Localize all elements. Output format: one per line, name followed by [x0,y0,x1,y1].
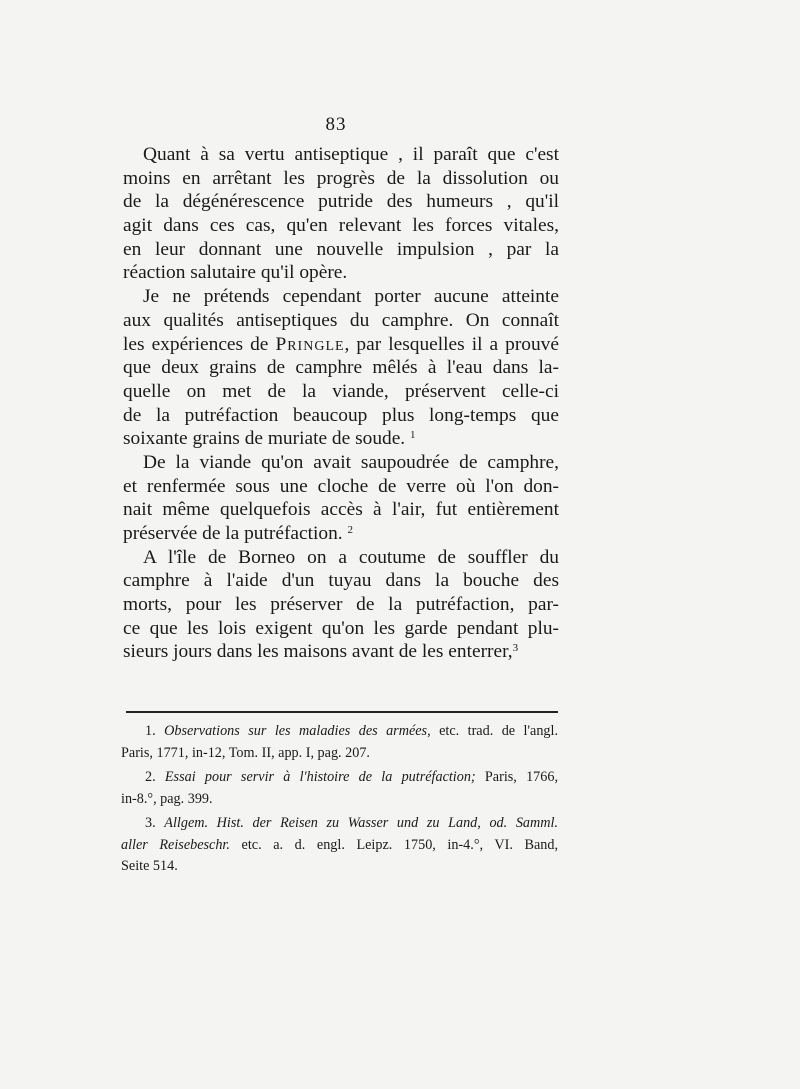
text-line: moins en arrêtant les progrès de la dissolution ou [123,167,559,189]
body-text [123,143,559,664]
text-line: en leur donnant une nouvelle impulsion , par la [123,238,559,260]
footnote-line: in-8.°, pag. 399. [121,790,213,807]
footnote [121,813,558,878]
footnote-line: Seite 514. [121,858,178,874]
text-line: que deux grains de camphre mêlés à l'eau dans la- [123,357,559,379]
text-line: sieurs jours dans les maisons avant de les enterrer,$^3$ [123,641,519,663]
text-line: aux qualités antiseptiques du camphre. On connaît [123,309,559,331]
author-name: Pringle [275,333,345,355]
text-line: Quant à sa vertu antiseptique , il paraît que c'est [143,144,559,165]
text-line: Je ne prétends cependant porter aucune atteinte [143,286,559,308]
text-line: préservée de la putréfaction. $^2$ [123,523,353,544]
footnote-line: 3. Allgem. Hist. der Reisen zu Wasser und zu Land, od. Samml. [145,815,559,831]
text-line: camphre à l'aide d'un tuyau dans la bouche des [123,570,559,592]
paragraph [123,143,559,285]
text-line: de la putréfaction beaucoup plus long-temps que [123,404,559,426]
text-line: quelle on met de la viande, préservent celle-ci [123,380,559,402]
text-line: et renfermée sous une cloche de verre où l'on don- [123,475,559,497]
page-number: 83 [325,114,347,135]
footnotes [121,721,558,881]
text-line: De la viande qu'on avait saupoudrée de camphre, [143,451,559,473]
text-line: A l'île de Borneo on a coutume de souffler du [143,546,559,568]
text-line: réaction salutaire qu'il opère. [123,262,348,284]
text-line: les expériences de Pringle, par lesquelles il a prouvé [123,333,559,355]
footnote [121,721,558,764]
text-line: de la dégénérescence putride des humeurs , qu'il [123,191,559,213]
footnote-line: Paris, 1771, in-12, Tom. II, app. I, pag. 207. [121,744,370,761]
paragraph [123,546,559,664]
paragraph [123,285,559,451]
footnote-ref: 3 [512,642,519,655]
footnote-title: Observations sur les maladies des armées, [164,723,431,739]
footnote-title: Allgem. Hist. der Reisen zu Wasser und zu Land, od. Samml. [164,815,559,831]
text-line: ce que les lois exigent qu'on les garde pendant plu- [123,617,559,639]
footnote-line: 2. Essai pour servir à l'histoire de la putréfaction; Paris, 1766, [145,769,559,785]
footnote-line: 1. Observations sur les maladies des armées, etc. trad. de l'angl. [145,723,559,739]
paragraph [123,451,559,546]
text-line: soixante grains de muriate de soude. $^1$ [123,428,416,450]
text-line: agit dans ces cas, qu'en relevant les forces vitales, [123,215,559,237]
text-line: morts, pour les préserver de la putréfaction, par- [123,594,559,616]
footnote-ref: 2 [347,524,353,536]
footnote-ref: 1 [410,429,416,442]
footnote-title: Essai pour servir à l'histoire de la putréfaction; [164,769,476,785]
text-line: nait même quelquefois accès à l'air, fut entièrement [123,499,559,521]
footnote-divider [126,711,558,713]
footnote-line: aller Reisebeschr. etc. a. d. engl. Leipz. 1750, in-4.°, VI. Band, [121,836,559,853]
footnote [121,767,558,810]
